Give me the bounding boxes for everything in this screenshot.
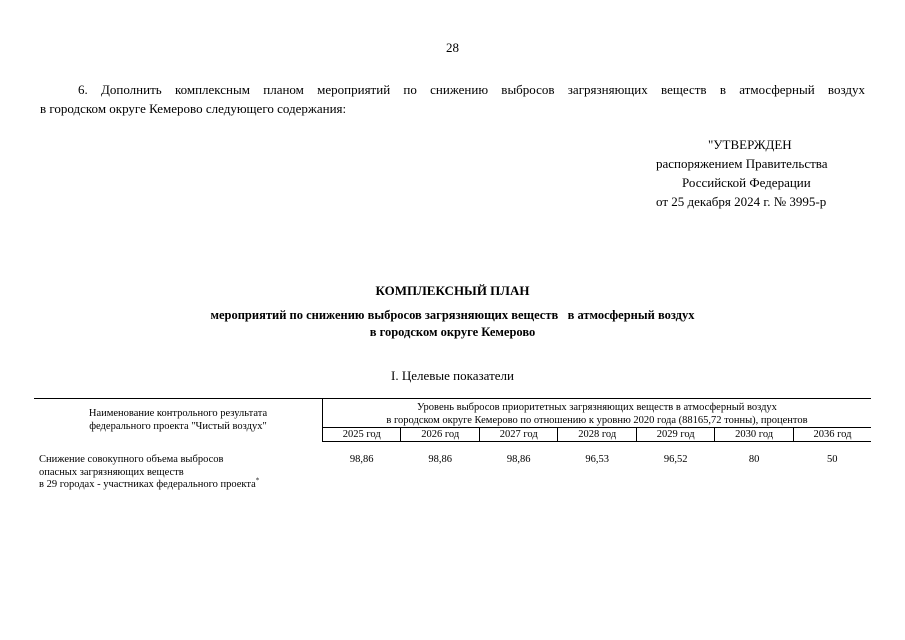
value-cell: 96,52 [663, 454, 688, 465]
plan-subtitle-line-1: мероприятий по снижению выбросов загрязняющих веществ в атмосферный воздух [210, 308, 695, 322]
table-spacer [34, 442, 871, 455]
approval-line-1: распоряжением Правительства [656, 156, 828, 171]
value-cell: 98,86 [428, 454, 453, 465]
header-year: 2025 год [323, 428, 401, 442]
section-title: I. Целевые показатели [391, 368, 514, 383]
value-cell: 98,86 [349, 454, 374, 465]
indicators-table [34, 398, 871, 492]
row-name-line-1: Снижение совокупного объема выбросов [39, 454, 224, 465]
value-cell: 98,86 [506, 454, 531, 465]
approval-line-3: от 25 декабря 2024 г. № 3995-р [656, 194, 827, 209]
header-year: 2026 год [401, 428, 479, 442]
plan-subtitle-line-2: в городском округе Кемерово [369, 325, 536, 339]
footnote-mark: * [255, 476, 260, 485]
header-level [323, 399, 872, 428]
header-year: 2029 год [636, 428, 714, 442]
header-name-line-2: федерального проекта "Чистый воздух" [89, 421, 267, 433]
header-level-line-1: Уровень выбросов приоритетных загрязняющих веществ в атмосферный воздух [417, 402, 777, 413]
plan-title: КОМПЛЕКСНЫЙ ПЛАН [375, 283, 530, 298]
intro-line-2: в городском округе Кемерово следующего содержания: [40, 101, 347, 116]
header-level-line-2: в городском округе Кемерово по отношению к уровню 2020 года (88165,72 тонны), процентов [386, 415, 808, 426]
row-name-cell [34, 454, 323, 492]
value-cell: 80 [748, 454, 760, 465]
approval-line-2: Российской Федерации [682, 175, 811, 190]
approval-stamp [620, 135, 895, 211]
row-name-line-3-text: в 29 городах - участниках федерального проекта [39, 479, 256, 490]
value-cell: 50 [826, 454, 838, 465]
header-year: 2028 год [558, 428, 636, 442]
approval-title: "УТВЕРЖДЕН [708, 137, 792, 152]
row-name-line-3 [39, 476, 323, 492]
intro-line-1: 6. Дополнить комплексным планом мероприятий по снижению выбросов загрязняющих веществ в атмосферный воздух [78, 82, 865, 97]
header-year: 2036 год [793, 428, 871, 442]
table-row [34, 454, 871, 492]
header-name-line-1: Наименование контрольного результата [88, 408, 268, 420]
intro-paragraph [40, 80, 865, 118]
row-name-line-2: опасных загрязняющих веществ [39, 466, 184, 478]
value-cell: 96,53 [585, 454, 609, 465]
plan-subtitle [0, 307, 905, 341]
header-year: 2030 год [715, 428, 793, 442]
header-year: 2027 год [479, 428, 557, 442]
page-number: 28 [446, 40, 459, 55]
header-name [34, 399, 323, 442]
